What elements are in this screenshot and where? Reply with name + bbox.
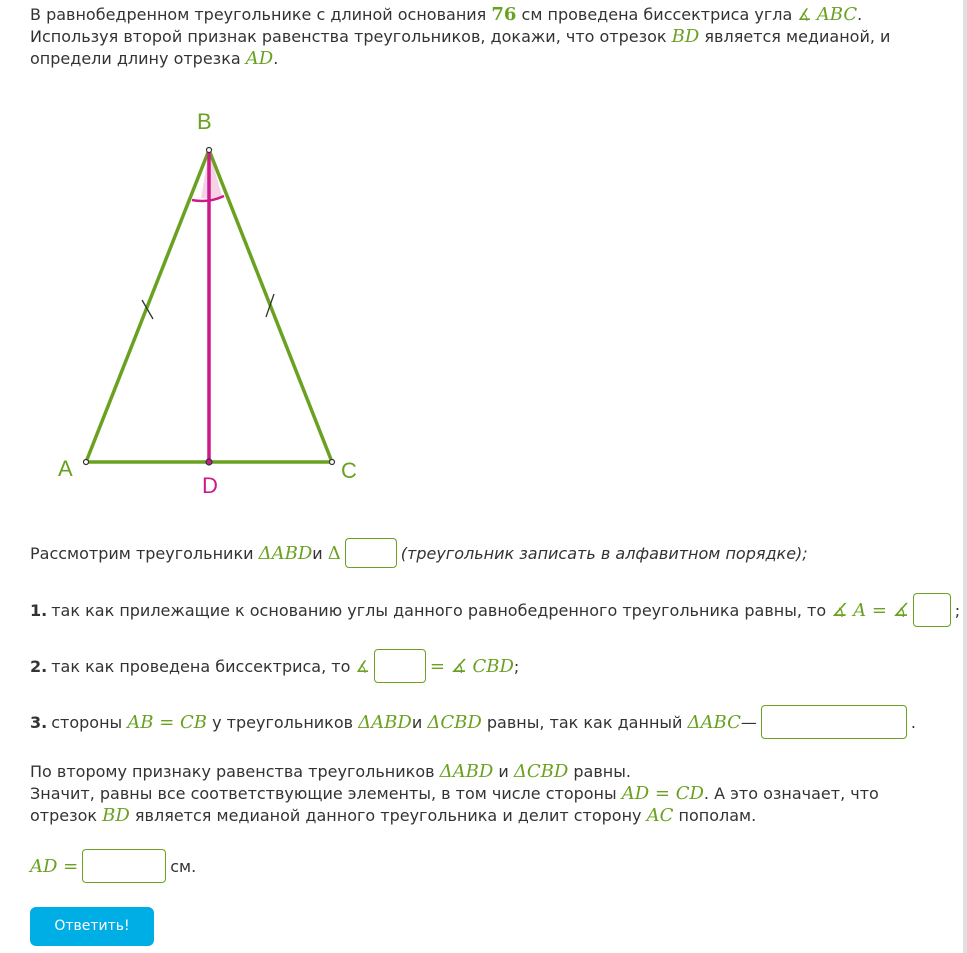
problem-text: является медианой, и определи длину отрезка [30, 27, 891, 68]
unit-label: см. [170, 856, 197, 876]
right-border [963, 0, 967, 953]
label-b: B [197, 109, 212, 134]
angle-abc: ABC [816, 4, 858, 25]
conclusion-text: является медианой данного треугольника и делит сторону [129, 806, 647, 825]
triangle-drawing [40, 100, 380, 510]
conclusion-text: . А это означает, что отрезок [30, 784, 879, 825]
label-c: C [341, 458, 357, 483]
problem-text: . Используя второй признак равенства треугольников, докажи, что отрезок [30, 5, 863, 46]
ad-equals: AD = [30, 855, 79, 877]
triangle-figure [40, 100, 380, 514]
conclusion-line-2 [30, 783, 910, 827]
triangle-abd: ΔABD [358, 711, 412, 733]
problem-text: см проведена биссектриса угла [516, 5, 798, 24]
angle-input-2[interactable] [374, 649, 426, 683]
step3-text: у треугольников [212, 712, 354, 732]
triangle-abc: ΔABC [687, 711, 741, 733]
punctuation: ; [954, 600, 961, 620]
and-text: и [493, 762, 514, 781]
conclusion-text: Значит, равны все соответствующие элементы, в том числе стороны [30, 784, 622, 803]
sides-ad-cd: AD = CD [621, 783, 704, 804]
label-d: D [202, 473, 218, 498]
reason-input[interactable] [761, 705, 907, 739]
answer-input[interactable] [82, 849, 166, 883]
triangle-abd: ΔABD [258, 542, 313, 564]
and-text: и [312, 543, 323, 563]
segment-ad: AD [245, 48, 274, 69]
point-d [206, 459, 212, 465]
step1-text: так как прилежащие к основанию углы данного равнобедренного треугольника равны, то [51, 600, 827, 620]
angle-symbol: ∡ [355, 656, 370, 676]
step3-text: стороны [51, 712, 123, 732]
point-b [207, 148, 212, 153]
triangle-input[interactable] [345, 538, 397, 568]
side-ab [86, 150, 209, 462]
problem-statement [30, 4, 910, 70]
step1-line [30, 593, 960, 627]
triangle-abd: ΔABD [439, 761, 494, 782]
dash: — [740, 712, 757, 732]
and-text: и [411, 712, 423, 732]
step-number: 2. [30, 656, 48, 676]
submit-button[interactable]: Ответить! [30, 907, 154, 946]
hint-text: (треугольник записать в алфавитном порядке); [400, 543, 808, 563]
step3-line [30, 705, 916, 739]
angle-cbd-expr: = ∡ CBD [429, 655, 514, 677]
conclusion-text: пополам. [673, 806, 757, 825]
problem-text: В равнобедренном треугольнике с длиной основания [30, 5, 492, 24]
step-number: 1. [30, 600, 48, 620]
base-length: 76 [491, 4, 517, 25]
point-c [330, 460, 335, 465]
segment-bd: BD [102, 805, 130, 826]
angle-a-expr: ∡ A = ∡ [831, 599, 909, 621]
label-a: A [58, 456, 73, 481]
punctuation: . [910, 712, 916, 732]
consider-line [30, 537, 808, 569]
problem-text: . [273, 49, 279, 68]
punctuation: ; [513, 656, 520, 676]
step2-text: так как проведена биссектриса, то [51, 656, 351, 676]
triangle-cbd: ΔCBD [513, 761, 569, 782]
step-number: 3. [30, 712, 48, 732]
segment-bd: BD [671, 26, 700, 47]
answer-line [30, 849, 196, 883]
sides-ab-cb: AB = CB [127, 711, 208, 733]
conclusion-line-1 [30, 761, 910, 783]
conclusion [30, 761, 910, 827]
triangle-cbd: ΔCBD [427, 711, 482, 733]
angle-symbol: ∡ [797, 5, 812, 24]
segment-ac: AC [646, 805, 674, 826]
step3-text: равны, так как данный [486, 712, 683, 732]
step2-line [30, 649, 519, 683]
point-a [84, 460, 89, 465]
conclusion-text: равны. [568, 762, 631, 781]
conclusion-text: По второму признаку равенства треугольников [30, 762, 440, 781]
consider-text: Рассмотрим треугольники [30, 543, 254, 563]
delta-symbol: Δ [327, 542, 341, 564]
angle-input-1[interactable] [913, 593, 951, 627]
